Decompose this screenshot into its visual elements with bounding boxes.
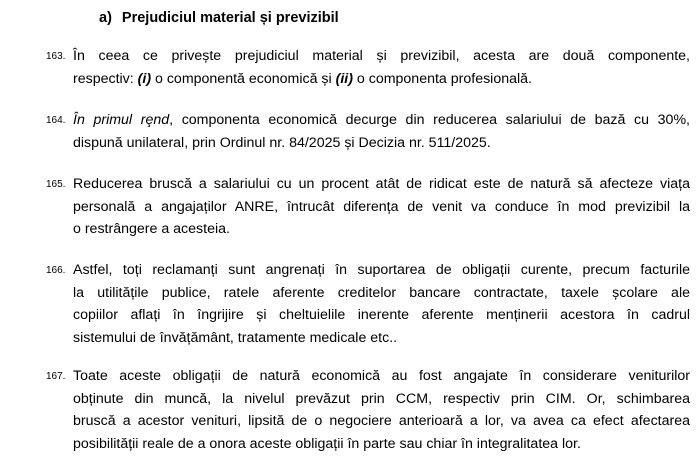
text-run: Reducerea bruscă a salariului cu un procent atât de ridicat este de natură să afecteze viața xyxy=(73,176,690,192)
text-line xyxy=(73,433,690,456)
text-run: respectiv: xyxy=(73,70,138,87)
text-run: În ceea ce privește prejudiciul material și previzibil, acesta are două componente, xyxy=(73,48,690,64)
paragraph-body xyxy=(73,259,690,349)
text-run: copiilor aflați în îngrijire și cheltuielile inerente aferente menținerii acestora în cadrul xyxy=(73,307,690,323)
paragraph-163 xyxy=(46,45,690,90)
paragraph-body xyxy=(73,109,690,154)
text-line xyxy=(73,173,690,196)
text-line xyxy=(73,218,690,241)
paragraph-166 xyxy=(46,259,690,349)
text-line xyxy=(73,196,690,219)
section-letter: a) xyxy=(99,10,112,26)
text-run: la utilitățile publice, ratele aferente creditelor bancare contractate, taxele școlare ale xyxy=(73,284,690,301)
text-run: Astfel, toți reclamanți sunt angrenați în suportarea de obligații curente, precum facturile xyxy=(73,262,690,278)
text-line xyxy=(73,410,690,433)
paragraph-165 xyxy=(46,173,690,241)
text-line xyxy=(73,327,690,350)
text-line xyxy=(73,45,690,68)
section-heading xyxy=(99,9,339,27)
text-run: o componenta profesională. xyxy=(352,70,532,87)
text-line xyxy=(73,68,690,91)
text-line xyxy=(73,304,690,327)
text-run: obținute din muncă, la nivelul prevăzut prin CCM, respectiv prin CIM. Or, schimbarea xyxy=(73,390,690,407)
paragraph-number: 166. xyxy=(46,265,66,276)
paragraph-number: 165. xyxy=(46,179,66,190)
paragraph-number: 163. xyxy=(46,51,66,62)
text-line xyxy=(73,388,690,411)
paragraph-body xyxy=(73,365,690,455)
paragraph-167 xyxy=(46,365,690,455)
paragraph-number: 167. xyxy=(46,371,66,382)
paragraph-164 xyxy=(46,109,690,154)
enumeration-marker: (i) xyxy=(137,70,152,87)
text-run: bruscă a acestor venituri, lipsită de o negociere anterioară a lor, va avea ca efect afectarea xyxy=(73,413,690,429)
paragraph-body xyxy=(73,45,690,90)
paragraph-body xyxy=(73,173,690,241)
text-run: dispună unilateral, prin Ordinul nr. 84/2025 și Decizia nr. 511/2025. xyxy=(73,134,491,151)
text-line xyxy=(73,132,690,155)
enumeration-marker: (ii) xyxy=(335,70,353,87)
text-run: posibilității reale de a onora aceste obligații în parte sau chiar în integralitatea lor. xyxy=(73,435,581,452)
text-run: , componenta economică decurge din reducerea salariului de bază cu 30%, xyxy=(169,112,690,128)
text-line xyxy=(73,259,690,282)
section-title: Prejudiciul material și previzibil xyxy=(121,10,339,26)
text-run: Toate aceste obligații de natură economică au fost angajate în considerare veniturilor xyxy=(73,368,690,384)
paragraph-number: 164. xyxy=(46,115,66,126)
text-line xyxy=(73,282,690,305)
text-line xyxy=(73,109,690,132)
italic-phrase: În primul rȩnd xyxy=(73,112,170,128)
text-run: o restrângere a acesteia. xyxy=(73,221,230,237)
text-line xyxy=(73,365,690,388)
text-run: sistemului de învățământ, tratamente medicale etc.. xyxy=(73,329,398,346)
text-run: o componentă economică și xyxy=(151,70,336,87)
text-run: personală a angajaților ANRE, întrucât diferența de venit va conduce în mod previzibil la xyxy=(73,198,690,215)
